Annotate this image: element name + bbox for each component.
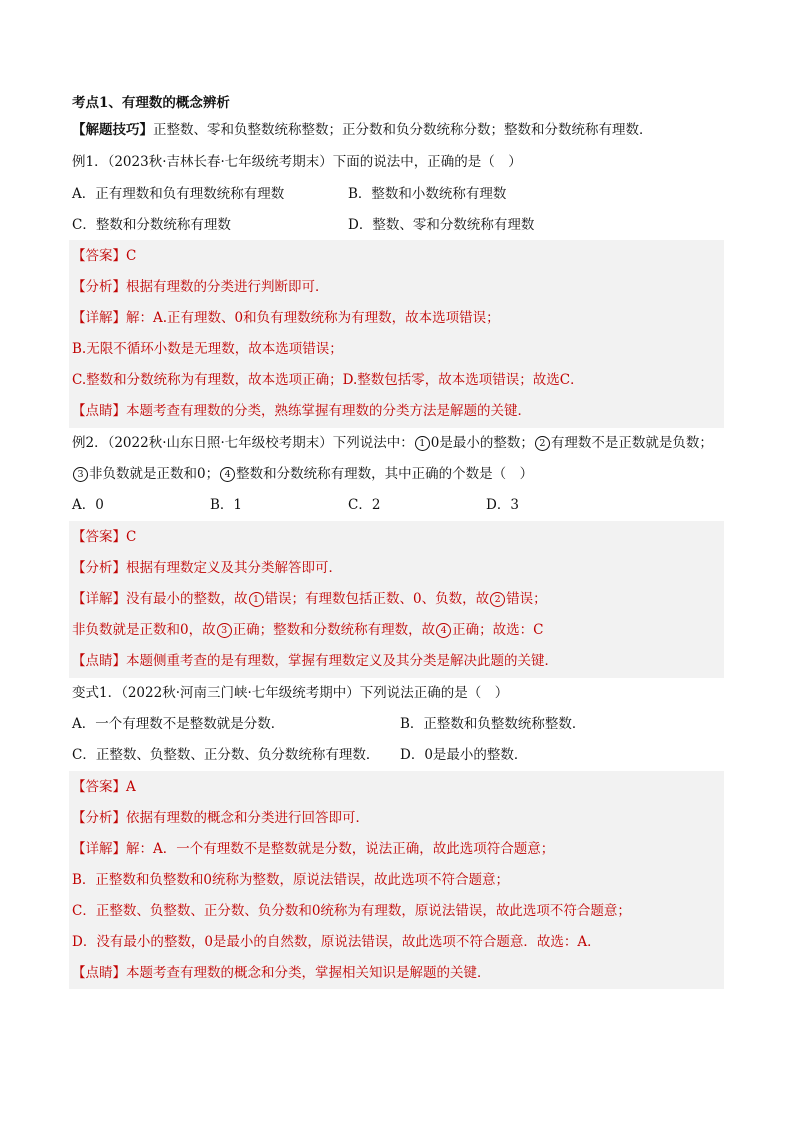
variant-1-solution-box (69, 771, 724, 989)
circled-number-2-icon: 2 (490, 592, 505, 607)
example-2-stem-line-1: 例2．（2022秋·山东日照·七年级校考期末）下列说法中： 1 0是最小的整数； 2 有理数不是正数就是负数； (72, 435, 713, 451)
variant-1-answer: 【答案】A (72, 779, 136, 795)
circled-number-1-icon: 1 (415, 436, 430, 451)
example-1-option-b: B．整数和小数统称有理数 (348, 186, 507, 202)
tip-label: 【解题技巧】 (72, 122, 153, 138)
example-1-detail-2: B.无限不循环小数是无理数，故本选项错误； (72, 341, 343, 357)
variant-1-detail-3: C．正整数、负整数、正分数、负分数和0统称为有理数，原说法错误，故此选项不符合题意； (72, 903, 631, 919)
circled-number-1-icon: 1 (249, 592, 264, 607)
circled-number-3-icon: 3 (217, 623, 232, 638)
circled-number-4-icon: 4 (436, 623, 451, 638)
variant-1-detail-4: D．没有最小的整数，0是最小的自然数，原说法错误，故此选项不符合题意．故选：A． (72, 934, 601, 950)
example-1-option-c: C．整数和分数统称有理数 (72, 217, 231, 233)
example-1-detail-1: 【详解】解：A.正有理数、0和负有理数统称为有理数，故本选项错误； (72, 310, 500, 326)
example-1-detail-3: C.整数和分数统称为有理数，故本选项正确；D.整数包括零，故本选项错误；故选C． (72, 372, 584, 388)
variant-1-stem: 变式1．（2022秋·河南三门峡·七年级统考期中）下列说法正确的是（ ） (72, 685, 509, 701)
variant-1-detail-2: B．正整数和负整数和0统称为整数，原说法错误，故此选项不符合题意； (72, 872, 510, 888)
example-2-comment: 【点睛】本题侧重考查的是有理数，掌握有理数定义及其分类是解决此题的关键． (72, 653, 558, 669)
section-title: 考点1、有理数的概念辨析 (72, 95, 230, 111)
circled-number-3-icon: 3 (73, 467, 88, 482)
example-1-stem: 例1．（2023秋·吉林长春·七年级统考期末）下面的说法中，正确的是（ ） (72, 154, 522, 170)
example-2-option-d: D．3 (486, 497, 519, 513)
example-2-stem-line-2: 3 非负数就是正数和0； 4 整数和分数统称有理数，其中正确的个数是（ ） (72, 460, 724, 488)
circled-number-4-icon: 4 (220, 467, 235, 482)
example-2-solution-box (69, 521, 724, 678)
variant-1-option-d: D．0是最小的整数． (400, 747, 528, 763)
variant-1-detail-1: 【详解】解：A．一个有理数不是整数就是分数，说法正确，故此选项符合题意； (72, 841, 555, 857)
example-1-solution-box (69, 240, 724, 428)
variant-1-comment: 【点睛】本题考查有理数的概念和分类，掌握相关知识是解题的关键． (72, 965, 491, 981)
example-2-option-b: B．1 (210, 497, 243, 513)
example-2-option-a: A．0 (72, 497, 104, 513)
example-1-answer: 【答案】C (72, 248, 137, 264)
example-2-analysis: 【分析】根据有理数定义及其分类解答即可． (72, 560, 342, 576)
tip-text: 正整数、零和负整数统称整数；正分数和负分数统称分数；整数和分数统称有理数． (153, 122, 653, 138)
example-2-detail-2: 非负数就是正数和0，故 3 正确；整数和分数统称有理数，故 4 正确；故选：C (72, 622, 544, 638)
example-1-comment: 【点睛】本题考查有理数的分类，熟练掌握有理数的分类方法是解题的关键． (72, 403, 531, 419)
example-2-detail-1: 【详解】没有最小的整数，故 1 错误；有理数包括正数、0、负数，故 2 错误； (72, 591, 547, 607)
tip-line (72, 118, 724, 142)
example-1-option-a: A．正有理数和负有理数统称有理数 (72, 186, 285, 202)
variant-1-option-b: B．正整数和负整数统称整数． (400, 716, 586, 732)
example-2-option-c: C．2 (348, 497, 381, 513)
circled-number-2-icon: 2 (535, 436, 550, 451)
variant-1-option-c: C．正整数、负整数、正分数、负分数统称有理数． (72, 747, 380, 763)
example-1-option-d: D．整数、零和分数统称有理数 (348, 217, 535, 233)
example-1-analysis: 【分析】根据有理数的分类进行判断即可． (72, 279, 329, 295)
variant-1-analysis: 【分析】依据有理数的概念和分类进行回答即可． (72, 810, 369, 826)
variant-1-option-a: A．一个有理数不是整数就是分数． (72, 716, 285, 732)
example-2-answer: 【答案】C (72, 529, 137, 545)
